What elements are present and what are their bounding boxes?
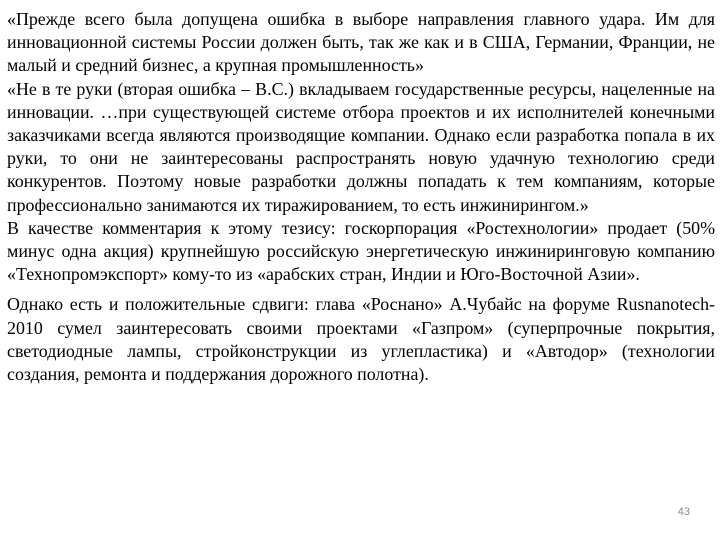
paragraph-first-quote: «Прежде всего была допущена ошибка в выборе направления главного удара. Им для инновационной системы России должен быть, так же как и в США, Германии, Франции, не малый и средний бизнес, а крупная промышленность» — [7, 9, 715, 76]
paragraph-second-quote: «Не в те руки (вторая ошибка – В.С.) вкладываем государственные ресурсы, нацеленные на инновации. …при существующей системе отбора проектов и их исполнителей конечными заказчиками всегда являются производящие компании. Однако если разработка попала в их руки, то они не заинтересованы распространять новую удачную технологию среди конкурентов. Поэтому новые разработки должны попадать к тем компаниям, которые профессионально занимаются их тиражированием, то есть инжинирингом.» — [7, 78, 715, 215]
paragraph-positive-shifts: Однако есть и положительные сдвиги: глава «Роснано» А.Чубайс на форуме Rusnanotech-2010 сумел заинтересовать своими проектами «Газпром» (суперпрочные покрытия, светодиодные лампы, стройконструкции из углепластика) и «Автодор» (технологии создания, ремонта и поддержания дорожного полотна). — [7, 294, 715, 385]
page-number: 43 — [677, 506, 690, 518]
slide-body-text — [7, 8, 715, 386]
paragraph-commentary: В качестве комментария к этому тезису: госкорпорация «Ростехнологии» продает (50% минус одна акция) крупнейшую российскую энергетическую инжиниринговую компанию «Технопромэкспорт» кому-то из «арабских стран, Индии и Юго-Восточной Азии». — [7, 217, 715, 285]
